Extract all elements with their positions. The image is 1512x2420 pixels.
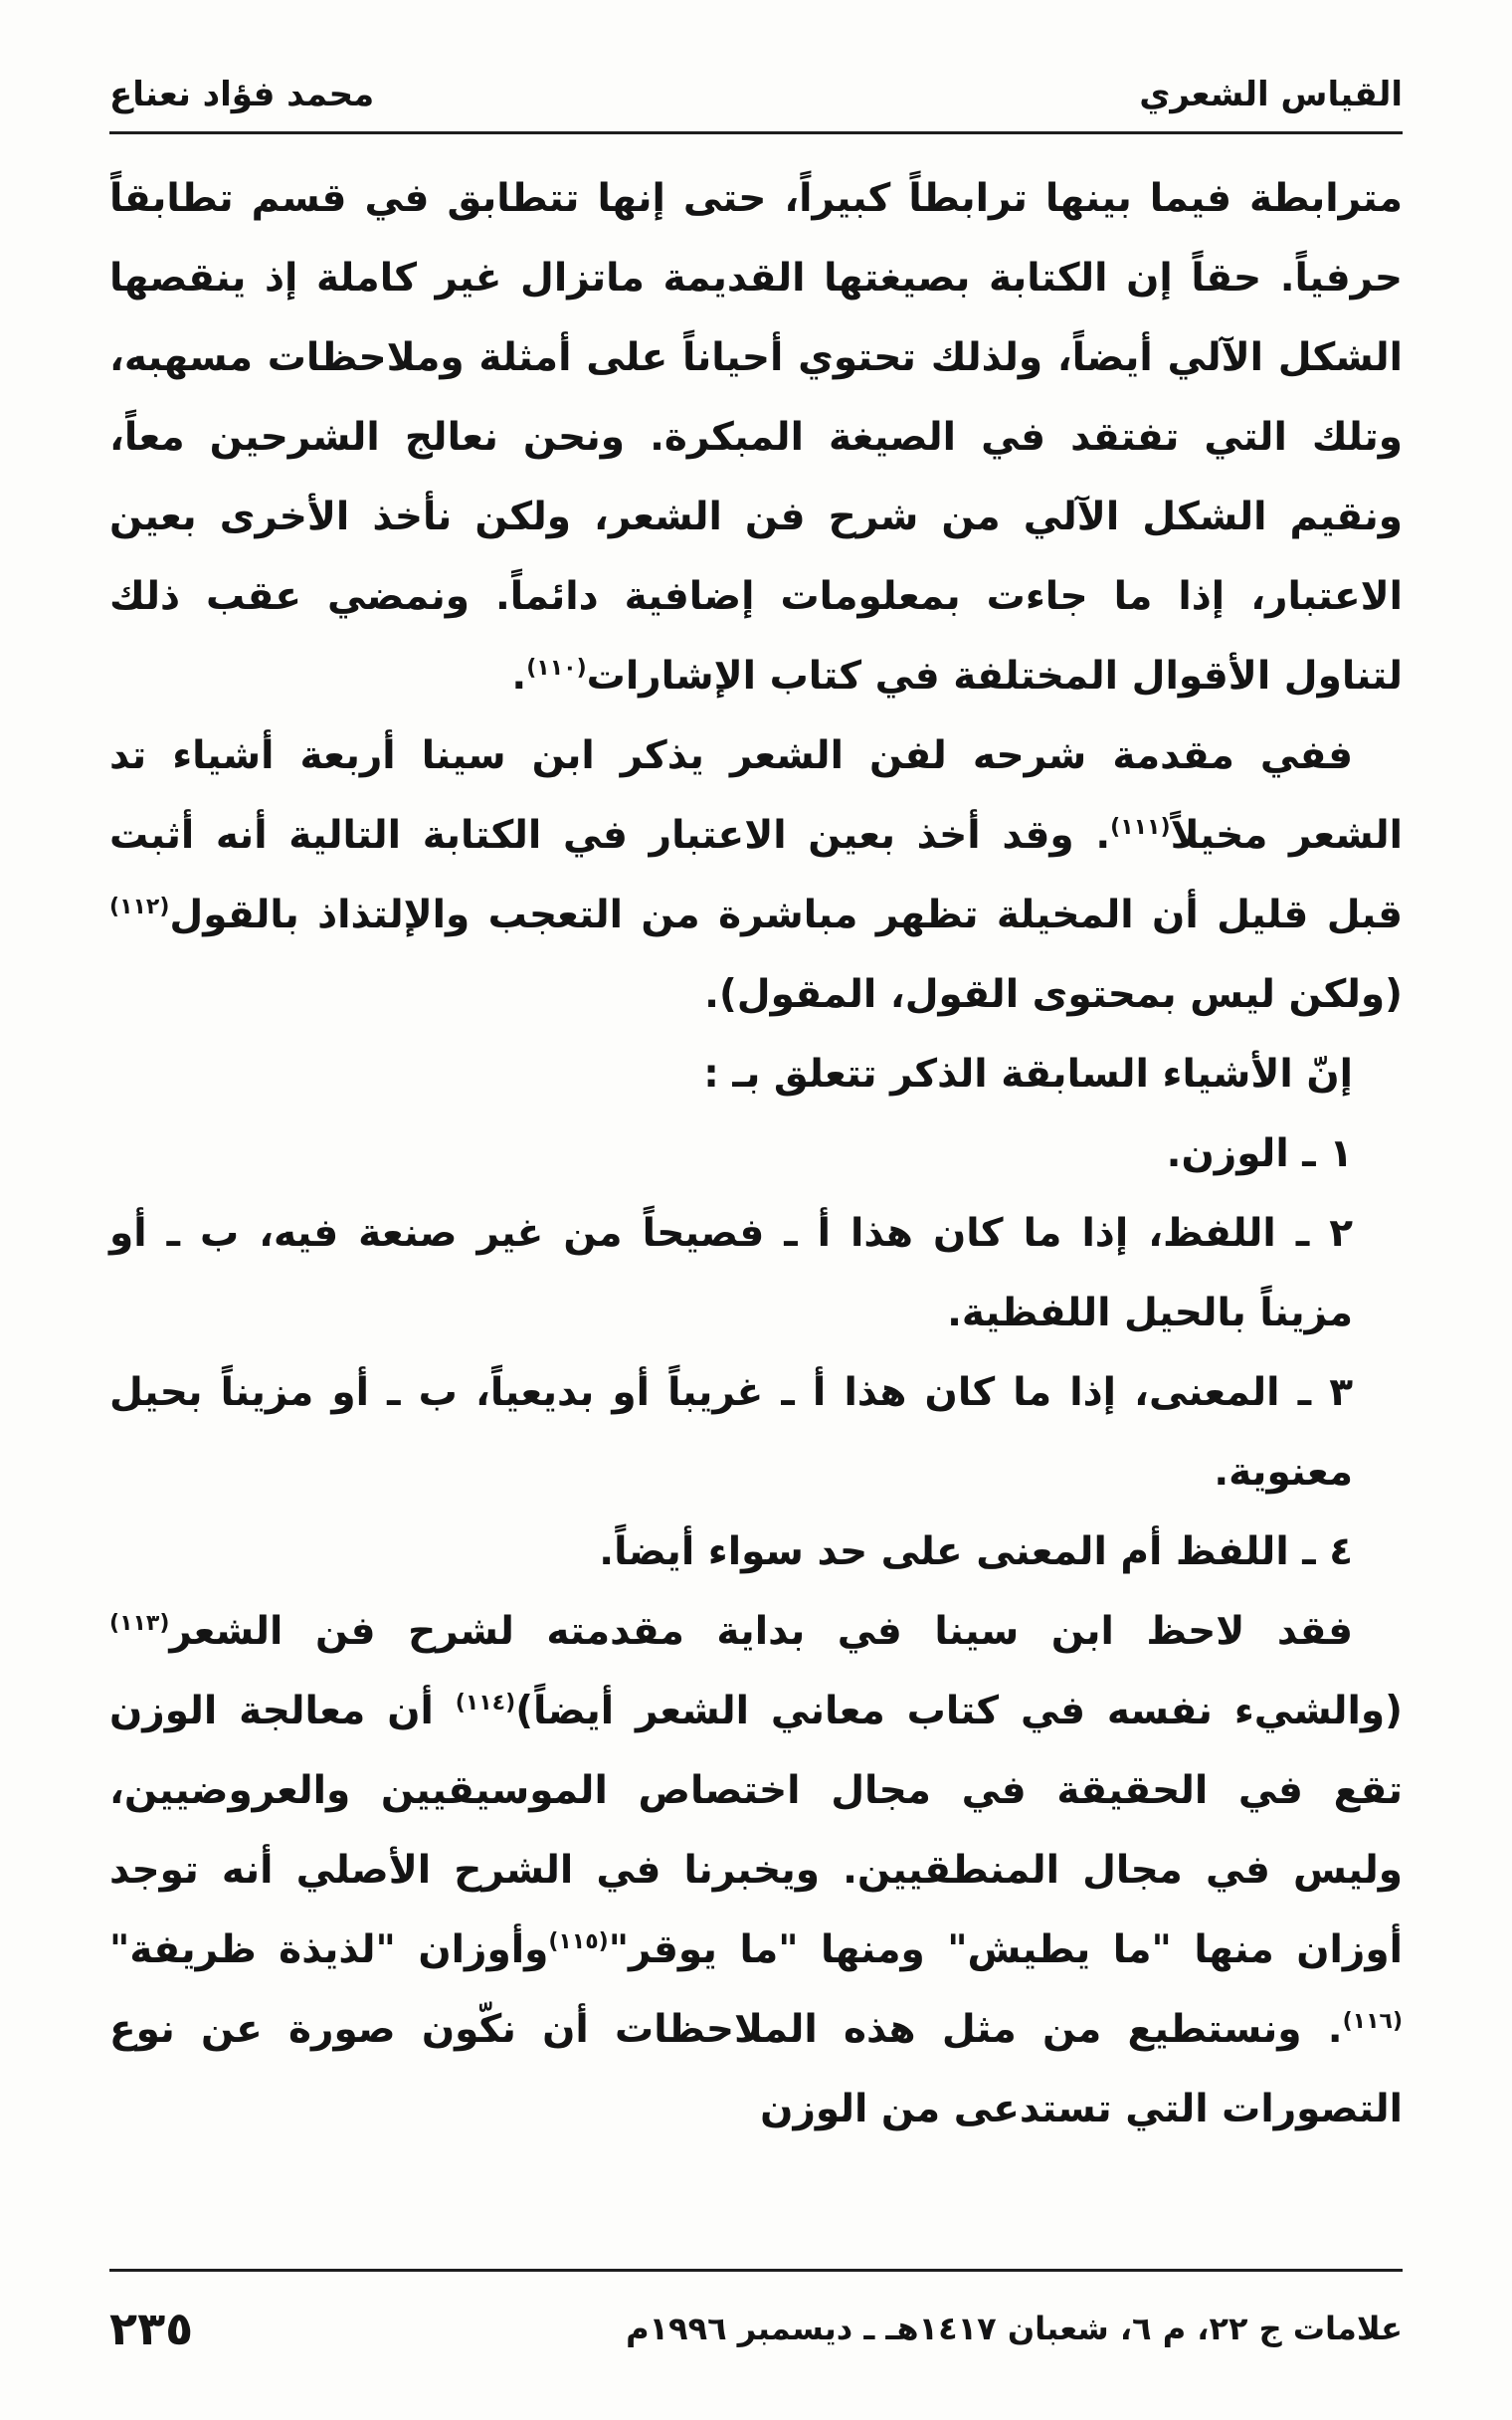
paragraph	[109, 716, 1403, 1035]
text-segment: ٤ ـ اللفظ أم المعنى على حد سواء أيضاً.	[599, 1529, 1353, 1574]
footnote-marker: (١١٦)	[1342, 2009, 1403, 2034]
text-segment: مترابطة فيما بينها ترابطاً كبيراً، حتى إنها تتطابق في قسم تطابقاً حرفياً. حقاً إن الكتابة بصيغتها القديمة ماتزال غير كاملة إذ ينقصها الشكل الآلي أيضاً، ولذلك تحتوي أحياناً على أمثلة وملاحظات مسهبه، وتلك التي تفتقد في الصيغة المبكرة. ونحن نعالج الشرحين معاً، ونقيم الشكل الآلي من شرح فن الشعر، ولكن نأخذ الأخرى بعين الاعتبار، إذا ما جاءت بمعلومات إضافية دائماً. ونمضي عقب ذلك لتناول الأقوال المختلفة في كتاب الإشارات	[109, 176, 1403, 699]
footnote-marker: (١١١)	[1110, 815, 1171, 840]
text-segment: أن معالجة الوزن تقع في الحقيقة في مجال اختصاص الموسيقيين والعروضيين، وليس في مجال المنطقيين. ويخبرنا في الشرح الأصلي أنه توجد أوزان منها "ما يطيش" ومنها "ما يوقر"	[109, 1689, 1403, 1972]
body-text	[109, 159, 1403, 2149]
footnote-marker: (١١٣)	[109, 1611, 170, 1636]
author-name: محمد فؤاد نعناع	[109, 75, 375, 114]
text-segment: ٢ ـ اللفظ، إذا ما كان هذا أ ـ فصيحاً من غير صنعة فيه، ب ـ أو مزيناً بالحيل اللفظية.	[109, 1211, 1353, 1335]
text-segment: . ونستطيع من مثل هذه الملاحظات أن نكّون صورة عن نوع التصورات التي تستدعى من الوزن	[109, 2007, 1403, 2131]
text-segment: إنّ الأشياء السابقة الذكر تتعلق بـ :	[703, 1052, 1353, 1097]
running-footer	[109, 2289, 1403, 2368]
paragraph	[109, 1592, 1403, 2149]
text-segment: (والشيء نفسه في كتاب معاني الشعر أيضاً)	[515, 1689, 1403, 1733]
footer-rule	[109, 2269, 1403, 2272]
text-segment: ففي مقدمة شرحه لفن الشعر يذكر ابن سينا أربعة أشياء تد الشعر مخيلاً	[109, 733, 1404, 858]
page-number: ٢٣٥	[109, 2302, 194, 2355]
list-item	[109, 1353, 1403, 1512]
text-segment: ٣ ـ المعنى، إذا ما كان هذا أ ـ غريباً أو بديعياً، ب ـ أو مزيناً بحيل معنوية.	[109, 1370, 1353, 1495]
header-rule	[109, 131, 1403, 134]
list-item	[109, 1194, 1403, 1353]
footnote-marker: (١١٠)	[526, 656, 587, 681]
footnote-marker: (١١٢)	[109, 895, 170, 919]
footnote-marker: (١١٥)	[548, 1929, 609, 1954]
section-title: القياس الشعري	[1139, 75, 1403, 114]
list-item	[109, 1512, 1403, 1592]
text-segment: فقد لاحظ ابن سينا في بداية مقدمته لشرح فن الشعر	[169, 1609, 1353, 1654]
journal-citation: علامات ج ٢٢، م ٦، شعبان ١٤١٧هـ ـ ديسمبر ١٩٩٦م	[626, 2310, 1403, 2347]
list-item	[109, 1114, 1403, 1194]
footnote-marker: (١١٤)	[455, 1691, 516, 1715]
list-item	[109, 1035, 1403, 1114]
paragraph	[109, 159, 1403, 716]
text-segment: . وقد أخذ بعين الاعتبار في الكتابة التالية أنه أثبت قبل قليل أن المخيلة تظهر مباشرة من التعجب والإلتذاذ بالقول	[109, 813, 1403, 937]
text-segment: ١ ـ الوزن.	[1166, 1131, 1353, 1176]
running-header	[109, 60, 1403, 129]
text-segment: .	[511, 654, 527, 699]
text-segment: وأوزان "لذيذة ظريفة"	[109, 1927, 549, 1972]
text-segment: (ولكن ليس بمحتوى القول، المقول).	[704, 972, 1403, 1017]
